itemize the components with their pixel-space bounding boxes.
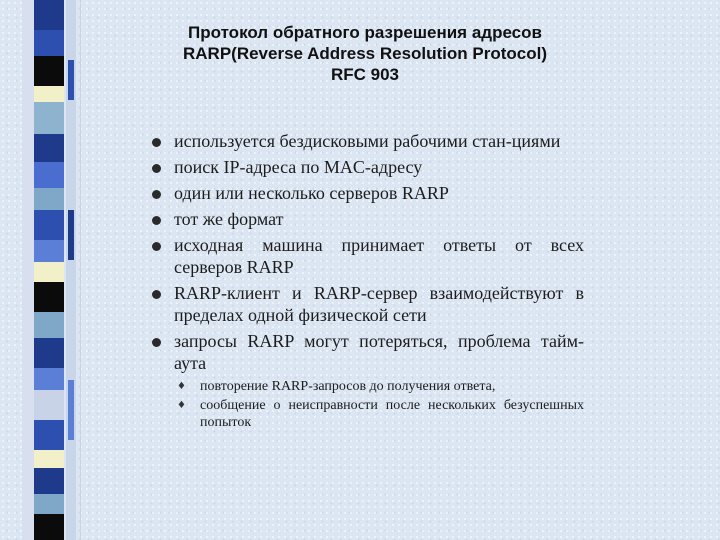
diamond-bullet-icon: ♦ <box>177 381 186 392</box>
stripe-block <box>34 390 64 420</box>
list-item <box>150 182 584 204</box>
stripe-block <box>34 240 64 262</box>
stripe-block <box>34 262 64 282</box>
stripe-block <box>34 210 64 240</box>
stripe-block <box>34 102 64 134</box>
decorative-stripe-column <box>0 0 80 540</box>
bullet-dot-icon <box>152 216 161 225</box>
stripe-block <box>34 282 64 312</box>
bullet-dot-icon <box>152 242 161 251</box>
list-item <box>150 282 584 326</box>
stripe-block <box>34 30 64 56</box>
slide-title <box>120 22 610 85</box>
list-item-text: исходная машина принимает ответы от всех серверов RARP <box>174 235 584 277</box>
diamond-bullet-icon: ♦ <box>177 400 186 411</box>
stripe-block <box>34 0 64 30</box>
list-item-text: тот же формат <box>174 209 284 229</box>
sub-list-item-text: сообщение о неисправности после нескольких безуспешных попыток <box>200 398 584 430</box>
list-item <box>150 156 584 178</box>
stripe-block <box>34 450 64 468</box>
title-line: Протокол обратного разрешения адресов <box>188 23 542 42</box>
list-item <box>150 208 584 230</box>
stripe-block <box>34 134 64 162</box>
stripe <box>22 0 34 540</box>
sub-list-item <box>150 378 584 395</box>
list-item-text: поиск IP-адреса по MAC-адресу <box>174 157 423 177</box>
bullet-dot-icon <box>152 290 161 299</box>
sub-list-item-text: повторение RARP-запросов до получения ответа, <box>200 379 496 394</box>
list-item <box>150 330 584 374</box>
stripe-block <box>34 162 64 188</box>
stripe-block <box>34 338 64 368</box>
stripe-block <box>34 494 64 514</box>
stripe-block <box>34 368 64 390</box>
bullet-dot-icon <box>152 190 161 199</box>
bullet-dot-icon <box>152 164 161 173</box>
list-item <box>150 130 584 152</box>
list-item <box>150 234 584 278</box>
stripe-block <box>34 86 64 102</box>
sub-list-item <box>150 397 584 431</box>
stripe-block <box>34 312 64 338</box>
bullet-dot-icon <box>152 138 161 147</box>
bullet-list <box>150 130 584 431</box>
stripe-block <box>34 514 64 540</box>
stripe-block <box>34 468 64 494</box>
stripe <box>68 380 74 440</box>
stripe-block <box>34 188 64 210</box>
list-item-text: RARP-клиент и RARP-сервер взаимодействуют в пределах одной физической сети <box>174 283 584 325</box>
list-item-text: один или несколько серверов RARP <box>174 183 449 203</box>
stripe-block <box>34 420 64 450</box>
list-item-text: запросы RARP могут потеряться, проблема тайм-аута <box>174 331 584 373</box>
list-item-text: используется бездисковыми рабочими стан-циями <box>174 131 561 151</box>
stripe <box>68 60 74 100</box>
title-line: RFC 903 <box>330 65 400 84</box>
title-line: RARP(Reverse Address Resolution Protocol) <box>183 44 547 63</box>
stripe <box>68 210 74 260</box>
bullet-dot-icon <box>152 338 161 347</box>
stripe-block <box>34 56 64 86</box>
